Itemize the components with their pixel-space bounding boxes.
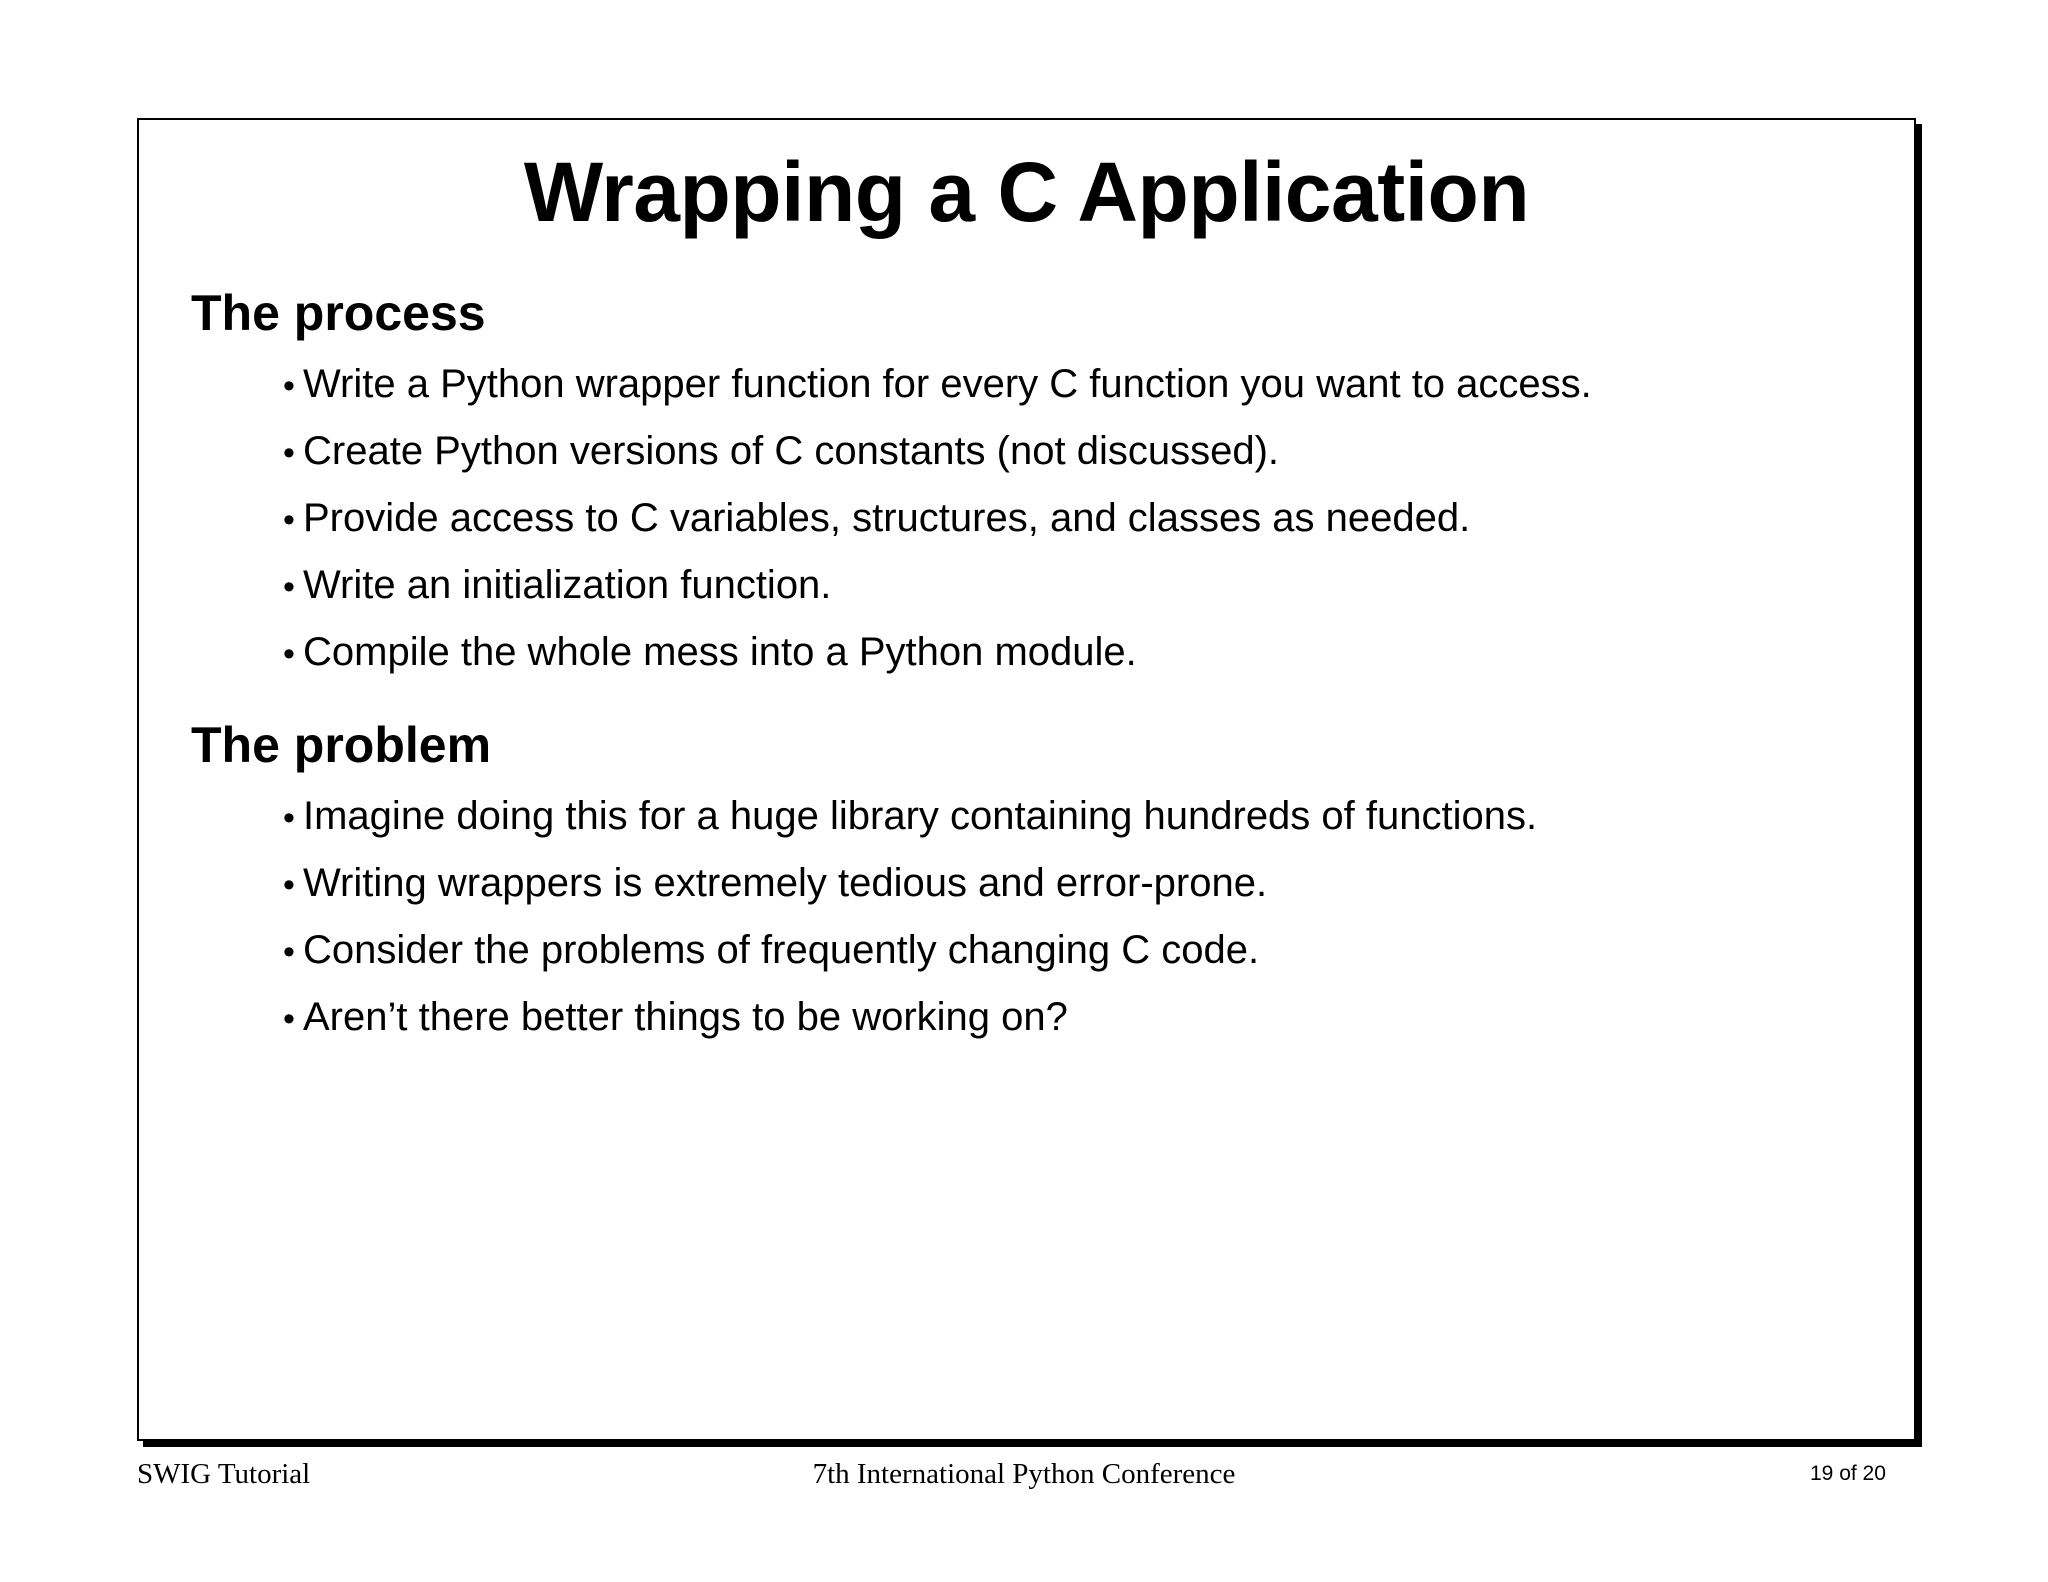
list-item bbox=[283, 851, 1874, 918]
bullet-list bbox=[191, 784, 1874, 1052]
list-item bbox=[283, 918, 1874, 985]
bullet-icon: • bbox=[283, 799, 295, 837]
list-item bbox=[283, 419, 1874, 486]
list-item bbox=[283, 352, 1874, 419]
bullet-text: Consider the problems of frequently changing C code. bbox=[303, 928, 1260, 972]
bullet-text: Write a Python wrapper function for every C function you want to access. bbox=[303, 362, 1592, 406]
bullet-icon: • bbox=[283, 635, 295, 673]
bullet-text: Aren’t there better things to be working on? bbox=[303, 995, 1068, 1039]
bullet-text: Imagine doing this for a huge library containing hundreds of functions. bbox=[303, 794, 1538, 838]
bullet-text: Write an initialization function. bbox=[303, 563, 832, 607]
bullet-icon: • bbox=[283, 866, 295, 904]
section-heading: The process bbox=[191, 285, 486, 341]
list-item bbox=[283, 553, 1874, 620]
list-item bbox=[283, 985, 1874, 1052]
bullet-text: Create Python versions of C constants (not discussed). bbox=[303, 429, 1280, 473]
page-number: 19 of 20 bbox=[1810, 1462, 1886, 1485]
bullet-icon: • bbox=[283, 568, 295, 606]
bullet-text: Compile the whole mess into a Python module. bbox=[303, 630, 1137, 674]
footer-left-label: SWIG Tutorial bbox=[137, 1458, 311, 1490]
bullet-text: Provide access to C variables, structures, and classes as needed. bbox=[303, 496, 1471, 540]
section-process bbox=[191, 285, 1874, 687]
bullet-icon: • bbox=[283, 933, 295, 971]
list-item bbox=[283, 486, 1874, 553]
bullet-icon: • bbox=[283, 1000, 295, 1038]
bullet-icon: • bbox=[283, 367, 295, 405]
bullet-list bbox=[191, 352, 1874, 687]
slide-frame bbox=[137, 118, 1916, 1441]
section-heading: The problem bbox=[191, 717, 492, 773]
bullet-text: Writing wrappers is extremely tedious and error-prone. bbox=[303, 861, 1268, 905]
bullet-icon: • bbox=[283, 434, 295, 472]
bullet-icon: • bbox=[283, 501, 295, 539]
list-item bbox=[283, 784, 1874, 851]
footer-center-label: 7th International Python Conference bbox=[812, 1458, 1236, 1490]
section-problem bbox=[191, 717, 1874, 1052]
slide-title: Wrapping a C Application bbox=[523, 145, 1530, 239]
list-item bbox=[283, 620, 1874, 687]
